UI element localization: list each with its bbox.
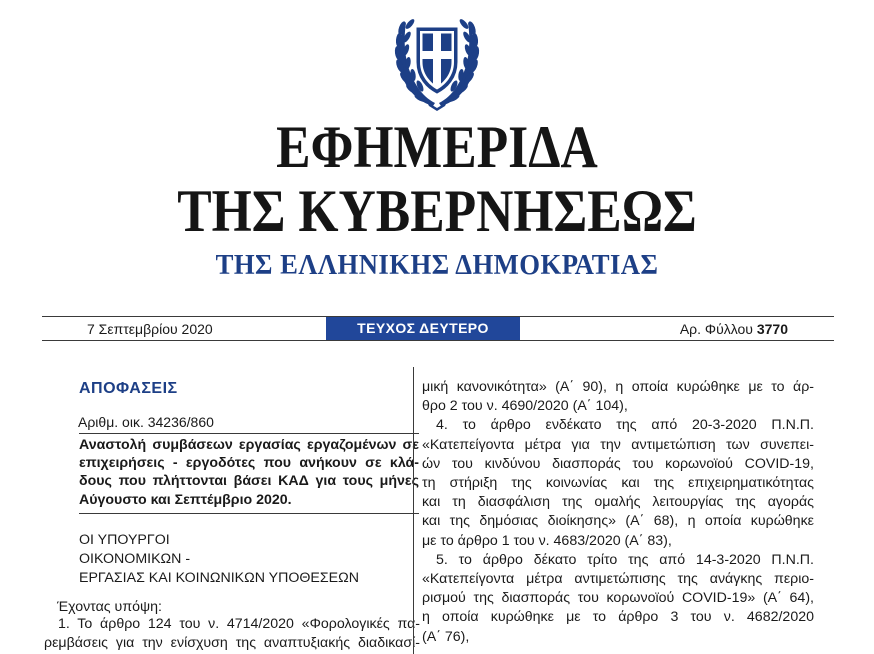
hellenic-coat-of-arms-icon — [389, 2, 485, 112]
column-divider — [413, 367, 414, 654]
issue-date: 7 Σεπτεμβρίου 2020 — [87, 321, 213, 337]
article-line: 1. Το άρθρο 124 του ν. 4714/2020 «Φορολογικές πα- — [58, 616, 420, 632]
body-line: 4. το άρθρο ενδέκατο της από 20-3-2020 Π.Ν.Π. — [436, 417, 814, 434]
body-line: ών του κινδύνου διασποράς του κορωνοϊού COVID-19, — [422, 455, 814, 472]
ministers-line: ΕΡΓΑΣΙΑΣ ΚΑΙ ΚΟΙΝΩΝΙΚΩΝ ΥΠΟΘΕΣΕΩΝ — [79, 570, 359, 587]
body-line: «Κατεπείγοντα μέτρα αντιμετώπισης της ανάγκης περιο- — [422, 571, 814, 588]
masthead-title-line-1: ΕΦΗΜΕΡΙΔΑ — [276, 114, 598, 180]
having-regard: Έχοντας υπόψη: — [57, 599, 162, 615]
body-line: με το άρθρο 1 του ν. 4683/2020 (Α΄ 83), — [422, 532, 672, 549]
body-line: τη στήριξη της κοινωνίας και της επιχειρηματικότητας — [422, 475, 814, 492]
summary-line: επιχειρήσεις - εργοδότες που ανήκουν σε κλά- — [79, 455, 419, 472]
ministers-heading — [79, 531, 359, 589]
summary-line: Αύγουστο και Σεπτέμβριο 2020. — [79, 491, 292, 508]
masthead-title-line-2: ΤΗΣ ΚΥΒΕΡΝΗΣΕΩΣ — [177, 178, 697, 244]
summary-line: Αναστολή συμβάσεων εργασίας εργαζομένων σε — [79, 437, 419, 453]
body-line: «Κατεπείγοντα μέτρα για την αντιμετώπιση των συνεπει- — [422, 436, 814, 453]
sheet-number-label: Αρ. Φύλλου — [679, 321, 753, 337]
decision-summary — [79, 433, 419, 514]
body-line: και της δημόσιας διοίκησης» (Α΄ 68), η οποία κυρώθηκε — [422, 513, 814, 530]
body-line: θρο 2 του ν. 4690/2020 (Α΄ 104), — [422, 398, 628, 415]
section-title: ΑΠΟΦΑΣΕΙΣ — [79, 380, 178, 397]
masthead-subtitle: ΤΗΣ ΕΛΛΗΝΙΚΗΣ ΔΗΜΟΚΡΑΤΙΑΣ — [215, 249, 659, 281]
body-line: (Α΄ 76), — [422, 628, 470, 645]
body-line: μική κανονικότητα» (Α΄ 90), η οποία κυρώθηκε με το άρ- — [422, 379, 814, 395]
summary-line: δους που πλήττονται βάσει ΚΑΔ για τους μήνες — [79, 473, 419, 490]
sheet-number — [680, 321, 788, 337]
body-line: η οποία κυρώθηκε με το άρθρο 3 του ν. 4682/2020 — [422, 609, 814, 626]
decision-number: Αριθμ. οικ. 34236/860 — [78, 414, 214, 430]
right-column — [422, 378, 814, 654]
body-line: ρισμού της διασποράς του κορωνοϊού COVID-19» (Α΄ 64), — [422, 590, 814, 607]
sheet-number-value: 3770 — [756, 321, 788, 337]
article-line: ρεμβάσεις για την ενίσχυση της αναπτυξιακής διαδικασί- — [44, 635, 420, 651]
body-line: 5. το άρθρο δέκατο τρίτο της από 14-3-2020 Π.Ν.Π. — [436, 551, 814, 568]
article-1-text — [44, 615, 420, 653]
body-line: και τη διασφάλιση της ομαλής λειτουργίας της αγοράς — [422, 494, 814, 511]
ministers-line: ΟΙΚΟΝΟΜΙΚΩΝ - — [79, 551, 191, 568]
ministers-line: ΟΙ ΥΠΟΥΡΓΟΙ — [79, 532, 170, 548]
issue-bar-bottom-rule — [42, 340, 834, 341]
issue-series-badge: ΤΕΥΧΟΣ ΔΕΥΤΕΡΟ — [326, 317, 520, 340]
